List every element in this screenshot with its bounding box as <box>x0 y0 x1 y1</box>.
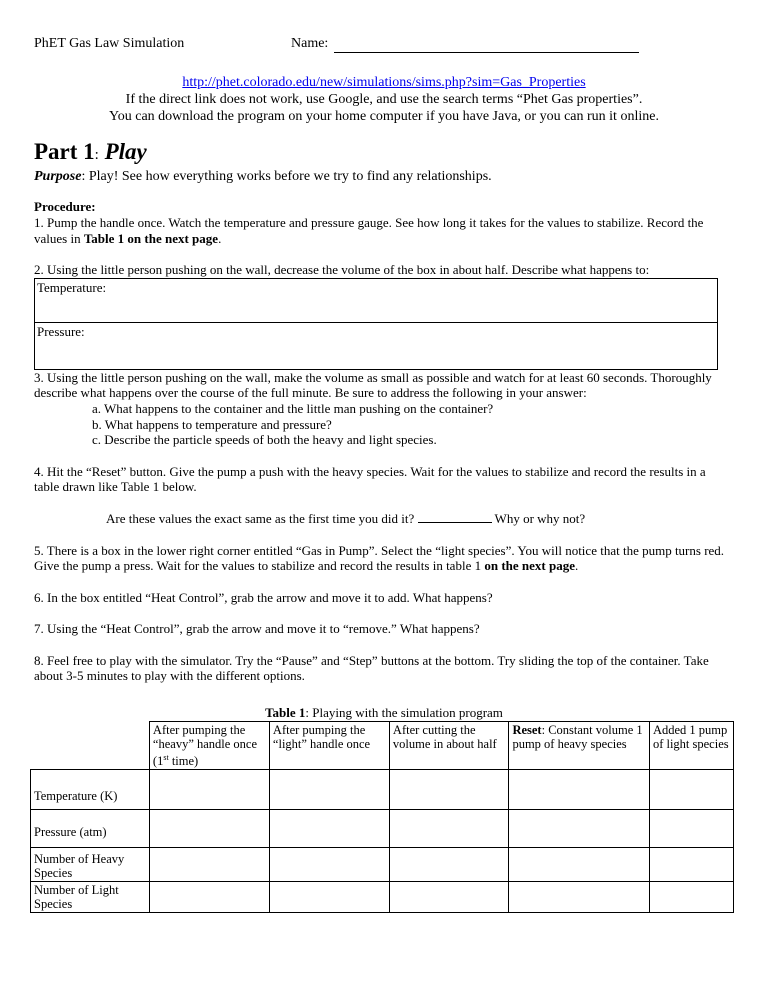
step-4-question: Are these values the exact same as the first time you did it? Why or why not? <box>106 510 586 526</box>
step-6: 6. In the box entitled “Heat Control”, grab the arrow and move it to add. What happens? <box>34 589 493 605</box>
part-label: Part 1 <box>34 139 95 164</box>
part-colon: : <box>94 147 99 163</box>
worksheet-page <box>34 36 734 913</box>
purpose-label: Purpose <box>34 168 82 184</box>
simulation-link[interactable]: http://phet.colorado.edu/new/simulations/sims.php?sim=Gas_Properties <box>182 75 586 90</box>
step-3a: a. What happens to the container and the little man pushing on the container? <box>92 400 494 416</box>
procedure-heading: Procedure: <box>34 199 96 215</box>
purpose <box>34 169 734 186</box>
row-label: Pressure (atm) <box>31 809 150 847</box>
step-3: 3. Using the little person pushing on the wall, make the volume as small as possible and watch for at least 60 seconds. Thoroughly describe what happens over the course of the full minute. Be sure to address the following in your answer: <box>34 369 712 401</box>
step-5: 5. There is a box in the lower right corner entitled “Gas in Pump”. Select the “light species”. You will notice that the pump turns red. Give the pump a press. Wait for the values to stabilize and record the results in table 1 on the next page. <box>34 542 725 574</box>
table-row <box>31 881 734 912</box>
temperature-label: Temperature: <box>37 279 107 295</box>
name-label: Name: <box>291 36 329 51</box>
col-light-once: After pumping the “light” handle once <box>269 721 389 769</box>
col-half-volume: After cutting the volume in about half <box>389 721 509 769</box>
part-title: Play <box>104 139 147 164</box>
table-row <box>31 809 734 847</box>
results-table <box>30 721 734 913</box>
intro-line-2: You can download the program on your home computer if you have Java, or you can run it online. <box>109 109 659 124</box>
step-1: 1. Pump the handle once. Watch the temperature and pressure gauge. See how long it takes for the values to stabilize. Record the values in Table 1 on the next page. <box>34 214 704 246</box>
step-3c: c. Describe the particle speeds of both the heavy and light species. <box>92 432 437 448</box>
col-reset: Reset: Constant volume 1 pump of heavy species <box>509 721 650 769</box>
row-label: Number of Heavy Species <box>31 847 150 881</box>
table-header-row <box>31 721 734 769</box>
answer-blank[interactable] <box>418 522 492 523</box>
step-7: 7. Using the “Heat Control”, grab the arrow and move it to “remove.” What happens? <box>34 621 480 637</box>
intro-line-1: If the direct link does not work, use Google, and use the search terms “Phet Gas properties”. <box>125 92 643 107</box>
name-field[interactable] <box>291 36 639 53</box>
pressure-label: Pressure: <box>37 323 85 339</box>
worksheet-title: PhET Gas Law Simulation <box>34 36 185 51</box>
col-light-added: Added 1 pump of light species <box>649 721 733 769</box>
temperature-answer-cell[interactable] <box>35 279 717 322</box>
table-row <box>31 847 734 881</box>
step-4: 4. Hit the “Reset” button. Give the pump a push with the heavy species. Wait for the values to stabilize and record the results in a table drawn like Table 1 below. <box>34 463 706 495</box>
step-8: 8. Feel free to play with the simulator. Try the “Pause” and “Step” buttons at the bottom. Try sliding the top of the container. Take about 3-5 minutes to play with the different options. <box>34 652 709 684</box>
col-heavy-once: After pumping the “heavy” handle once (1st time) <box>149 721 269 769</box>
row-label: Temperature (K) <box>31 769 150 809</box>
purpose-text: : Play! See how everything works before we try to find any relationships. <box>81 168 492 184</box>
header <box>34 36 734 54</box>
part-heading <box>34 138 734 166</box>
intro <box>34 74 734 125</box>
table-caption: Table 1: Playing with the simulation program <box>265 705 503 721</box>
table-row <box>31 769 734 809</box>
pressure-answer-cell[interactable] <box>35 322 717 369</box>
answer-box <box>34 278 718 370</box>
step-3b: b. What happens to temperature and pressure? <box>92 416 332 432</box>
step-2: 2. Using the little person pushing on the wall, decrease the volume of the box in about half. Describe what happens to: <box>34 262 650 278</box>
name-line[interactable] <box>334 38 639 53</box>
row-label: Number of Light Species <box>31 881 150 912</box>
